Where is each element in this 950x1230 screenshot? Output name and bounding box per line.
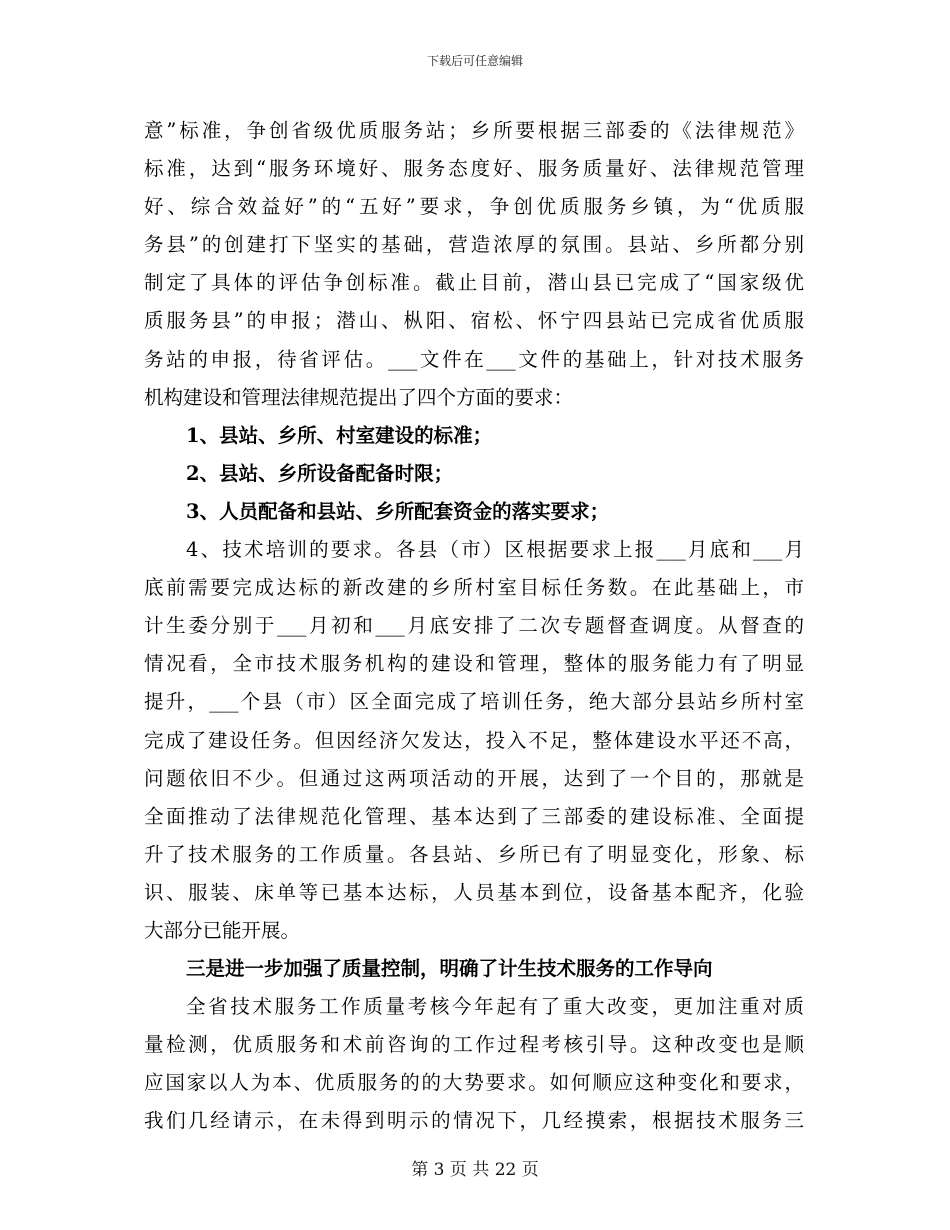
text-line: 完成了建设任务。但因经济欠发达，投入不足，整体建设水平还不高， [144,728,804,752]
text-line: 我们几经请示，在未得到明示的情况下，几经摸索，根据技术服务三 [144,1109,804,1133]
text-line: 全省技术服务工作质量考核今年起有了重大改变，更加注重对质 [186,995,804,1019]
text-line: 量检测，优质服务和术前咨询的工作过程考核引导。这种改变也是顺 [144,1033,804,1057]
heading-line: 2、县站、乡所设备配备时限； [186,461,454,485]
text-line: 意”标准，争创省级优质服务站；乡所要根据三部委的《法律规范》 [144,119,804,142]
text-line: 升了技术服务的工作质量。各县站、乡所已有了明显变化，形象、标 [144,842,804,866]
text-line: 底前需要完成达标的新改建的乡所村室目标任务数。在此基础上，市 [144,576,804,600]
text-line: 制定了具体的评估争创标准。截止目前，潜山县已完成了“国家级优 [144,271,804,295]
page-number: 第 3 页 共 22 页 [411,1160,539,1180]
text-line: 情况看，全市技术服务机构的建设和管理，整体的服务能力有了明显 [144,652,804,676]
text-line: 好、综合效益好”的“五好”要求，争创优质服务乡镇，为“优质服 [144,195,804,219]
text-line: 务站的申报，待省评估。___文件在___文件的基础上，针对技术服务 [144,347,804,371]
text-line: 机构建设和管理法律规范提出了四个方面的要求： [144,385,574,409]
text-line: 大部分已能开展。 [144,918,301,942]
text-line: 质服务县”的申报；潜山、枞阳、宿松、怀宁四县站已完成省优质服 [144,309,804,333]
text-line: 全面推动了法律规范化管理、基本达到了三部委的建设标准、全面提 [144,804,804,828]
heading-line: 1、县站、乡所、村室建设的标准； [186,423,493,447]
heading-line: 3、人员配备和县站、乡所配套资金的落实要求； [186,499,610,523]
page-header: 下载后可任意编辑 [426,54,523,68]
text-line: 问题依旧不少。但通过这两项活动的开展，达到了一个目的，那就是 [144,766,804,790]
text-line: 标准，达到“服务环境好、服务态度好、服务质量好、法律规范管理 [144,157,804,181]
heading-line: 三是进一步加强了质量控制，明确了计生技术服务的工作导向 [186,957,713,981]
text-line: 计生委分别于___月初和___月底安排了二次专题督查调度。从督查的 [144,614,804,638]
text-line: 提升，___个县（市）区全面完成了培训任务，绝大部分县站乡所村室 [144,690,804,714]
text-line: 务县”的创建打下坚实的基础，营造浓厚的氛围。县站、乡所都分别 [144,233,804,257]
document-body [144,112,804,1141]
text-line: 识、服装、床单等已基本达标，人员基本到位，设备基本配齐，化验 [144,880,804,904]
text-line: 4、技术培训的要求。各县（市）区根据要求上报___月底和___月 [186,538,804,562]
text-line: 应国家以人为本、优质服务的的大势要求。如何顺应这种变化和要求， [144,1071,804,1095]
